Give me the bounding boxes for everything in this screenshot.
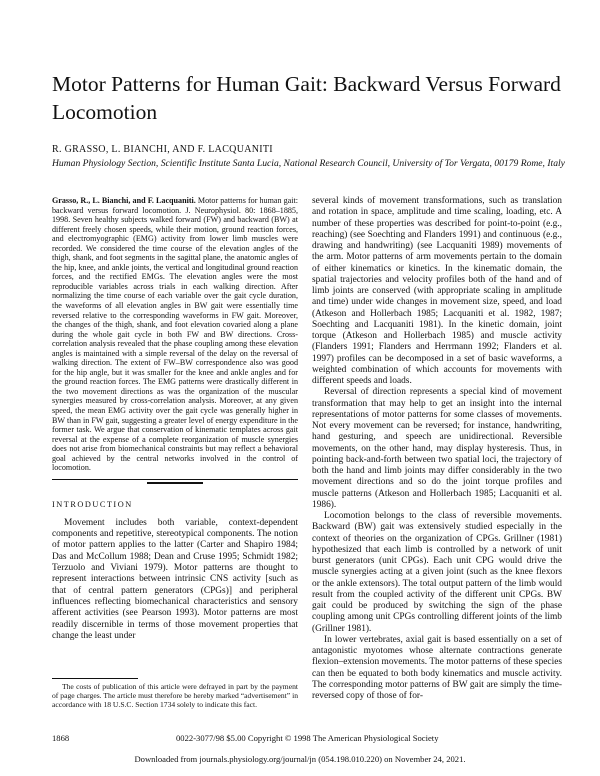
section-heading-introduction: INTRODUCTION [52,499,133,509]
body-paragraph: several kinds of movement transformations, such as translation and rotation in space, amplitude and time scaling, loading, etc. A number of these properties was described for point-to-point (e.g., reaching) (see Soechting and Flanders 1991) and continuous (e.g., drawing and handwriting) (see Lacquaniti 1989) movements of the arm. Motor patterns of arm movements pertain to the domain of either kinematics or kinetics. In the kinematic domain, the spatial trajectories and velocity profiles both of the hand and of limb joints are conserved (with appropriate scaling in amplitude and time) under wide changes in movement size, speed, and load (Atkeson and Hollerbach 1985; Lacquaniti et al. 1982, 1987; Soechting and Lacquaniti 1981). In the kinetic domain, joint torque (Atkeson and Hollerbach 1985) and muscle activity (Flanders 1991; Flanders and Herrmann 1992; Flanders et al. 1997) profiles can be decomposed in a set of basic waveforms, a weighted combination of which accounts for movements with different speeds and loads. [312,196,562,386]
footnote-divider [52,678,138,679]
body-paragraph: In lower vertebrates, axial gait is based essentially on a set of antagonistic myotomes whose alternate contractions generate flexion–extension movements. The motor patterns of these species can then be equated to both body kinematics and muscle activity. The corresponding motor patterns of BW gait are simply the time-reversed copy of those of for- [312,634,562,701]
left-column [52,196,298,642]
affiliation: Human Physiology Section, Scientific Institute Santa Lucia, National Research Council, University of Tor Vergata, 00179 Rome, Italy [52,158,565,169]
author-list: R. GRASSO, L. BIANCHI, AND F. LACQUANITI [52,144,273,155]
copyright-line: 0022-3077/98 $5.00 Copyright © 1998 The American Physiological Society [176,733,439,743]
abstract-end-mark [147,482,203,484]
abstract [52,196,298,473]
page-number: 1868 [52,733,70,743]
right-column [312,196,562,702]
intro-paragraph: Movement includes both variable, context-dependent components and repetitive, stereotypical components. The notion of motor pattern applies to the latter (Carter and Shapiro 1984; Das and McCollum 1988; Dean and Cruse 1995; Schmidt 1982; Terzuolo and Viviani 1979). Motor patterns are thought to represent interactions between intrinsic CNS activity [such as that of central pattern generators (CPGs)] and peripheral influences reflecting biomechanical characteristics and sensory afferent activities (see Pearson 1993). Motor patterns are most readily discernible in terms of those movement properties that change the least under [52,517,298,641]
article-title: Motor Patterns for Human Gait: Backward Versus Forward Locomotion [52,72,561,124]
abstract-divider [52,479,298,480]
abstract-citation: Motor patterns for human gait: backward versus forward locomotion. J. Neurophysiol. 80: 1868–1885, 1998. [52,196,299,225]
body-paragraph: Locomotion belongs to the class of reversible movements. Backward (BW) gait was extensively studied especially in the context of theories on the organization of CPGs. Grillner (1981) hypothesized that each limb is controlled by a network of unit burst generators (unit CPGs). Each unit CPG would drive the muscle synergies acting at a given joint (such as the knee flexors or the ankle extensors). The total output pattern of the limb would result from the coupled activity of the different unit CPGs. BW gait could be produced by switching the sign of the phase coupling among unit CPGs controlling different joints of the limb (Grillner 1981). [312,511,562,634]
download-note: Downloaded from journals.physiology.org/journal/jn (054.198.010.220) on November 24, 2021. [134,754,466,764]
abstract-citation-authors: Grasso, R., L. Bianchi, and F. Lacquaniti. [52,196,196,205]
body-paragraph: Reversal of direction represents a special kind of movement transformation that may help to get an insight into the internal representations of motor patterns for some classes of movements. Not every movement can be reversed; for instance, handwriting, hand gesturing, and speech are unidirectional. Reversible movements, on the other hand, may display hysteresis. Thus, in pointing back-and-forth between two spatial loci, the trajectory of both the hand and limb joints may differ considerably in the two movement directions and so do the joint torque profiles and muscle patterns (Atkeson and Hollerbach 1985; Lacquaniti et al. 1986). [312,387,562,510]
footnote: The costs of publication of this article were defrayed in part by the payment of page charges. The article must therefore be hereby marked “advertisement” in accordance with 18 U.S.C. Section 1734 solely to indicate this fact. [52,682,298,710]
abstract-text: Seven healthy subjects walked forward (FW) and backward (BW) at different freely chosen speeds, while their motion, ground reaction forces, and electromyographic (EMG) activity from lower limb muscles were recorded. We considered the time course of the elevation angles of the thigh, shank, and foot segments in the sagittal plane, the anatomic angles of the hip, knee, and ankle joints, the vertical and longitudinal ground reaction forces, and the rectified EMGs. The elevation angles were the most reproducible variables across trials in each walking direction. After normalizing the time course of each variable over the gait cycle duration, the waveforms of all elevation angles in BW gait were essentially time reversed relative to the corresponding waveforms in FW gait. Moreover, the changes of the thigh, shank, and foot elevation covaried along a plane during the whole gait cycle in both FW and BW directions. Cross-correlation analysis revealed that the phase coupling among these elevation angles is maintained with a simple reversal of the delay on the reversal of walking direction. The extent of FW–BW correspondence also was good for the hip angle, but it was smaller for the knee and ankle angles and for the ground reaction forces. The EMG patterns were drastically different in the two movement directions as was the organization of the muscular synergies measured by cross-correlation analysis. Moreover, at any given speed, the mean EMG activity over the gait cycle was generally higher in BW than in FW gait, suggesting a greater level of energy expenditure in the former task. We argue that conservation of kinematic templates across gait reversal at the expense of a complete reorganization of muscle synergies does not arise from biomechanical constraints but may reflect a behavioral goal achieved by the central networks involved in the control of locomotion. [52,215,298,473]
